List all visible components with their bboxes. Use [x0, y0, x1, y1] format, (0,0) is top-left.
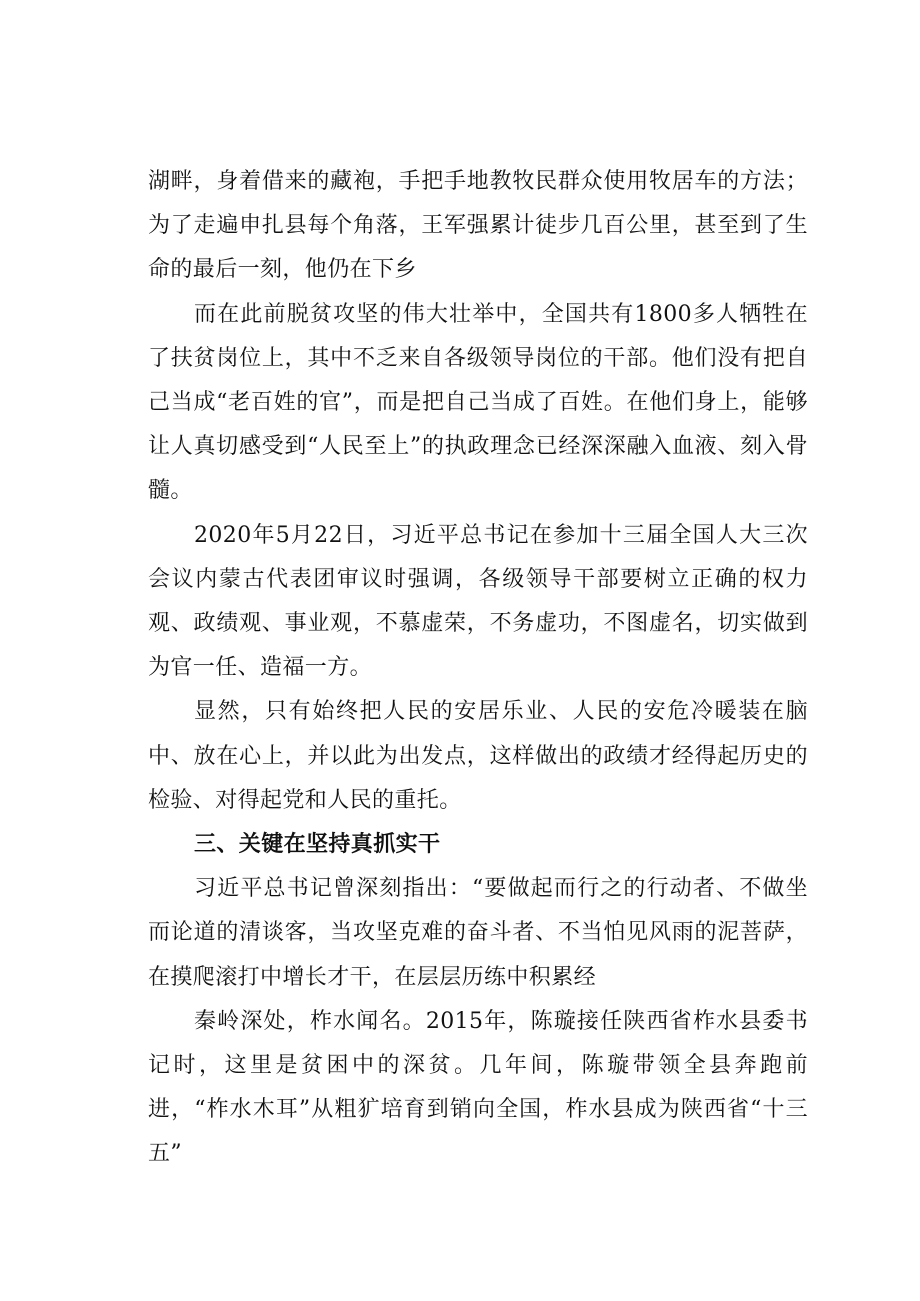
paragraph: 显然，只有始终把人民的安居乐业、人民的安危冷暖装在脑中、放在心上，并以此为出发点，这样做出的政绩才经得起历史的检验、对得起党和人民的重托。: [148, 699, 808, 813]
paragraph: 2020年5月22日，习近平总书记在参加十三届全国人大三次会议内蒙古代表团审议时强调，各级领导干部要树立正确的权力观、政绩观、事业观，不慕虚荣，不务虚功，不图虚名，切实做到为官一任、造福一方。: [148, 522, 808, 681]
paragraph-continuation: 湖畔，身着借来的藏袍，手把手地教牧民群众使用牧居车的方法；为了走遍申扎县每个角落，王军强累计徒步几百公里，甚至到了生命的最后一刻，他仍在下乡: [148, 169, 808, 283]
document-body: [148, 160, 808, 1177]
paragraph: 习近平总书记曾深刻指出：“要做起而行之的行动者、不做坐而论道的清谈客，当攻坚克难的奋斗者、不当怕见风雨的泥菩萨，在摸爬滚打中增长才干，在层层历练中积累经: [148, 876, 808, 990]
paragraph: 秦岭深处，柞水闻名。2015年，陈璇接任陕西省柞水县委书记时，这里是贫困中的深贫。几年间，陈璇带领全县奔跑前进，“柞水木耳”从粗犷培育到销向全国，柞水县成为陕西省“十三五”: [148, 1008, 808, 1167]
paragraph: 而在此前脱贫攻坚的伟大壮举中，全国共有1800多人牺牲在了扶贫岗位上，其中不乏来自各级领导岗位的干部。他们没有把自己当成“老百姓的官”，而是把自己当成了百姓。在他们身上，能够让人真切感受到“人民至上”的执政理念已经深深融入血液、刻入骨髓。: [148, 301, 808, 504]
section-heading: 三、关键在坚持真抓实干: [194, 832, 441, 858]
